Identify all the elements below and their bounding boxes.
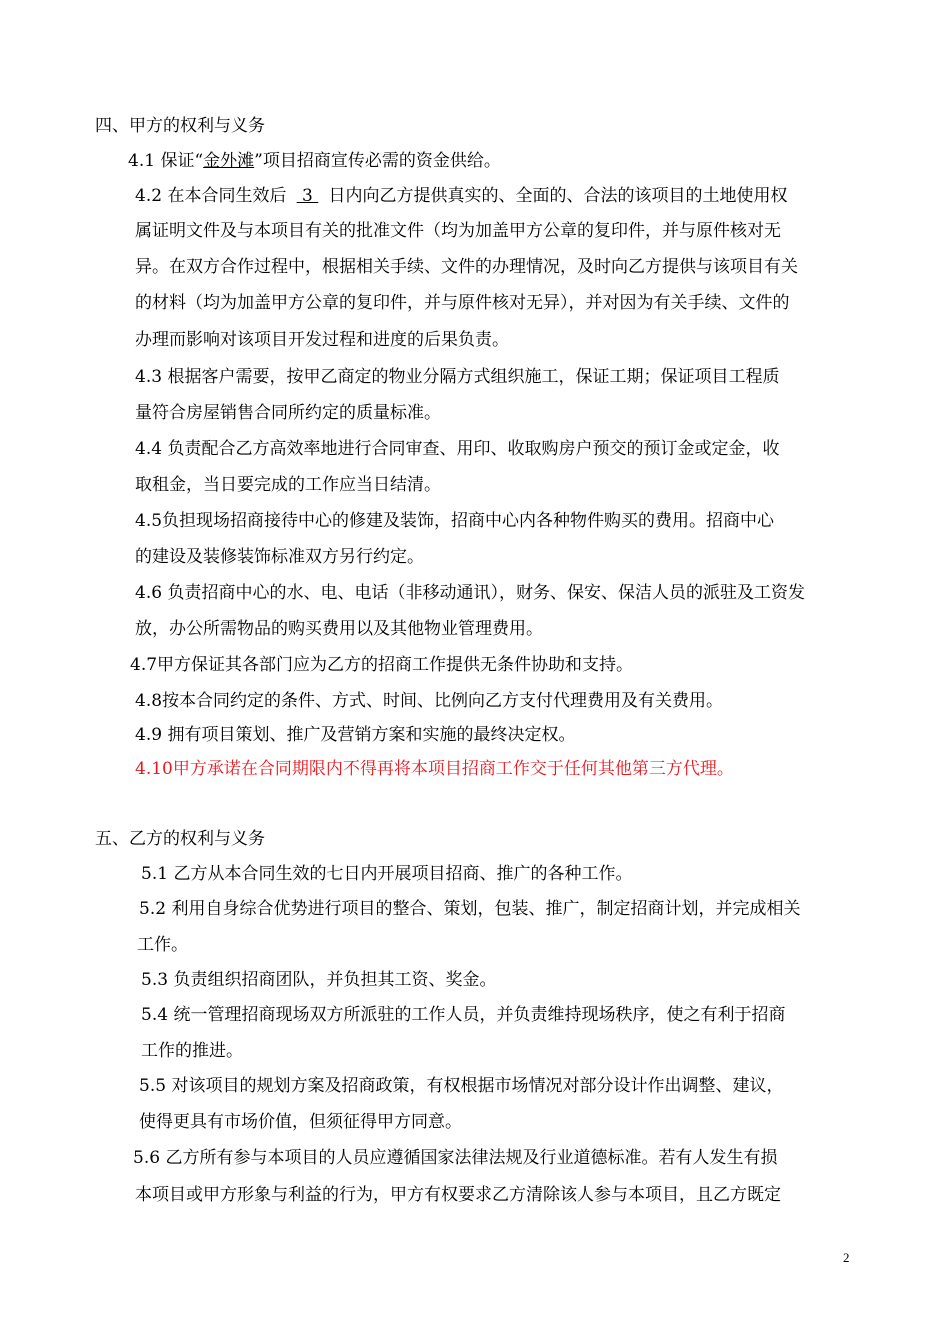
clause-5-5-line-2: 使得更具有市场价值，但须征得甲方同意。 [139,1112,462,1132]
clause-4-7: 4.7甲方保证其各部门应为乙方的招商工作提供无条件协助和支持。 [130,655,634,675]
clause-4-2-line-4: 的材料（均为加盖甲方公章的复印件，并与原件核对无异），并对因为有关手续、文件的 [135,293,790,313]
clause-4-2-start: 4.2 在本合同生效后 [135,186,287,206]
page-number: 2 [843,1250,850,1265]
clause-4-6-line-1: 4.6 负责招商中心的水、电、电话（非移动通讯），财务、保安、保洁人员的派驻及工资发 [135,583,805,603]
clause-4-2-line-3: 异。在双方合作过程中，根据相关手续、文件的办理情况，及时向乙方提供与该项目有关 [135,257,798,277]
clause-4-9: 4.9 拥有项目策划、推广及营销方案和实施的最终决定权。 [135,725,576,745]
project-name: 金外滩 [203,151,255,171]
clause-5-6-line-2: 本项目或甲方形象与利益的行为，甲方有权要求乙方清除该人参与本项目，且乙方既定 [135,1185,781,1205]
clause-4-5-line-2: 的建设及装修装饰标准双方另行约定。 [135,547,424,567]
clause-5-4-line-1: 5.4 统一管理招商现场双方所派驻的工作人员，并负责维持现场秩序，使之有利于招商 [141,1005,786,1025]
section-5-heading: 五、乙方的权利与义务 [95,829,265,849]
clause-4-1-suffix: ”项目招商宣传必需的资金供给。 [254,151,501,171]
clause-5-3: 5.3 负责组织招商团队，并负担其工资、奖金。 [141,970,497,990]
clause-4-10: 4.10甲方承诺在合同期限内不得再将本项目招商工作交于任何其他第三方代理。 [135,759,734,779]
clause-4-1-prefix: 4.1 保证“ [128,151,204,171]
clause-4-4-line-2: 取租金，当日要完成的工作应当日结清。 [135,475,441,495]
clause-5-6-line-1: 5.6 乙方所有参与本项目的人员应遵循国家法律法规及行业道德标准。若有人发生有损 [133,1148,778,1168]
clause-4-6-line-2: 放，办公所需物品的购买费用以及其他物业管理费用。 [135,619,543,639]
clause-5-1: 5.1 乙方从本合同生效的七日内开展项目招商、推广的各种工作。 [141,864,633,884]
clause-4-2-line-5: 办理而影响对该项目开发过程和进度的后果负责。 [135,330,509,350]
clause-4-2-line-2: 属证明文件及与本项目有关的批准文件（均为加盖甲方公章的复印件，并与原件核对无 [135,221,781,241]
days-count: 3 [296,186,319,206]
clause-5-2-line-2: 工作。 [137,935,188,955]
clause-4-3-line-1: 4.3 根据客户需要，按甲乙商定的物业分隔方式组织施工，保证工期；保证项目工程质 [135,367,780,387]
clause-4-4-line-1: 4.4 负责配合乙方高效率地进行合同审查、用印、收取购房户预交的预订金或定金，收 [135,439,780,459]
clause-4-8: 4.8按本合同约定的条件、方式、时间、比例向乙方支付代理费用及有关费用。 [135,691,724,711]
section-4-heading: 四、甲方的权利与义务 [95,116,265,136]
clause-4-3-line-2: 量符合房屋销售合同所约定的质量标准。 [135,403,441,423]
clause-4-2-rest: 日内向乙方提供真实的、全面的、合法的该项目的土地使用权 [328,186,788,206]
clause-4-1 [128,149,501,173]
clause-5-4-line-2: 工作的推进。 [141,1041,243,1061]
clause-5-2-line-1: 5.2 利用自身综合优势进行项目的整合、策划，包装、推广，制定招商计划，并完成相关 [139,899,801,919]
clause-4-5-line-1: 4.5负担现场招商接待中心的修建及装饰，招商中心内各种物件购买的费用。招商中心 [135,511,775,531]
clause-4-2-line-1 [135,184,787,208]
clause-5-5-line-1: 5.5 对该项目的规划方案及招商政策，有权根据市场情况对部分设计作出调整、建议， [139,1076,784,1096]
